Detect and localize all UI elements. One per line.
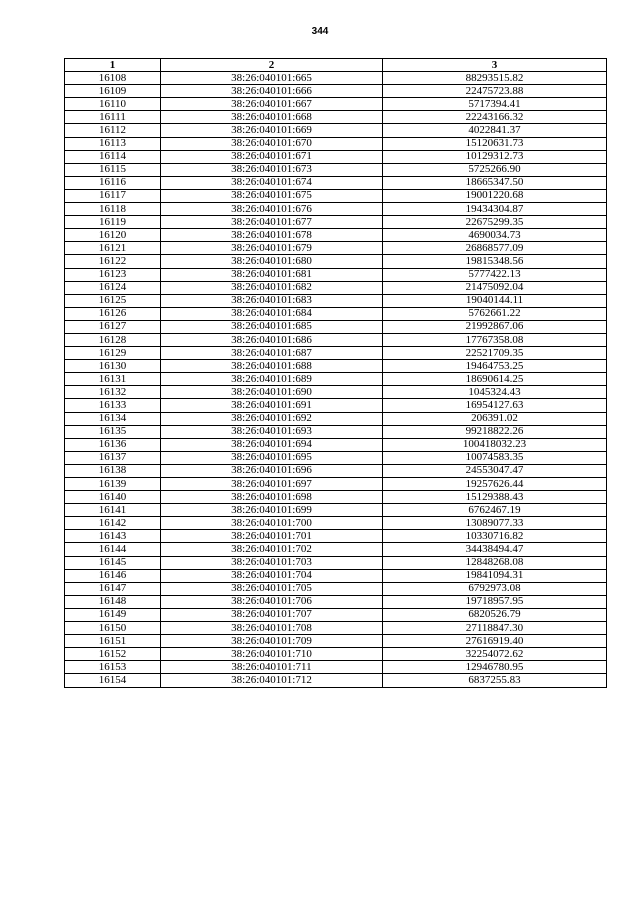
value-cell: 6837255.83 — [383, 674, 607, 687]
value-cell: 22243166.32 — [383, 111, 607, 124]
value-cell: 27616919.40 — [383, 635, 607, 648]
table-row — [65, 582, 607, 595]
value-cell: 19718957.95 — [383, 595, 607, 608]
value-cell: 13089077.33 — [383, 517, 607, 530]
value-cell: 5717394.41 — [383, 98, 607, 111]
row-number-cell: 16150 — [65, 622, 161, 635]
table-row — [65, 438, 607, 451]
cadastral-number-cell: 38:26:040101:709 — [161, 635, 383, 648]
value-cell: 15120631.73 — [383, 137, 607, 150]
cadastral-number-cell: 38:26:040101:702 — [161, 543, 383, 556]
value-cell: 27118847.30 — [383, 622, 607, 635]
cadastral-number-cell: 38:26:040101:688 — [161, 360, 383, 373]
cadastral-number-cell: 38:26:040101:667 — [161, 98, 383, 111]
row-number-cell: 16129 — [65, 347, 161, 360]
row-number-cell: 16144 — [65, 543, 161, 556]
value-cell: 4690034.73 — [383, 229, 607, 242]
table-row — [65, 399, 607, 412]
table-row — [65, 72, 607, 85]
value-cell: 19257626.44 — [383, 478, 607, 491]
cadastral-number-cell: 38:26:040101:686 — [161, 333, 383, 346]
value-cell: 18665347.50 — [383, 176, 607, 189]
row-number-cell: 16115 — [65, 163, 161, 176]
cadastral-number-cell: 38:26:040101:682 — [161, 281, 383, 294]
table-row — [65, 229, 607, 242]
table-row — [65, 674, 607, 687]
row-number-cell: 16151 — [65, 635, 161, 648]
row-number-cell: 16112 — [65, 124, 161, 137]
row-number-cell: 16153 — [65, 661, 161, 674]
table-row — [65, 307, 607, 320]
table-row — [65, 543, 607, 556]
value-cell: 206391.02 — [383, 412, 607, 425]
cadastral-number-cell: 38:26:040101:696 — [161, 464, 383, 477]
row-number-cell: 16140 — [65, 491, 161, 504]
cadastral-number-cell: 38:26:040101:703 — [161, 556, 383, 569]
row-number-cell: 16148 — [65, 595, 161, 608]
cadastral-number-cell: 38:26:040101:666 — [161, 85, 383, 98]
column-header-1: 1 — [65, 59, 161, 72]
row-number-cell: 16128 — [65, 333, 161, 346]
table-row — [65, 176, 607, 189]
cadastral-number-cell: 38:26:040101:707 — [161, 608, 383, 621]
table-row — [65, 517, 607, 530]
value-cell: 5777422.13 — [383, 268, 607, 281]
row-number-cell: 16125 — [65, 294, 161, 307]
cadastral-number-cell: 38:26:040101:704 — [161, 569, 383, 582]
row-number-cell: 16118 — [65, 203, 161, 216]
cadastral-number-cell: 38:26:040101:669 — [161, 124, 383, 137]
row-number-cell: 16138 — [65, 464, 161, 477]
value-cell: 34438494.47 — [383, 543, 607, 556]
cadastral-number-cell: 38:26:040101:687 — [161, 347, 383, 360]
row-number-cell: 16123 — [65, 268, 161, 281]
cadastral-number-cell: 38:26:040101:706 — [161, 595, 383, 608]
value-cell: 6762467.19 — [383, 504, 607, 517]
row-number-cell: 16121 — [65, 242, 161, 255]
table-row — [65, 504, 607, 517]
cadastral-number-cell: 38:26:040101:710 — [161, 648, 383, 661]
value-cell: 99218822.26 — [383, 425, 607, 438]
row-number-cell: 16142 — [65, 517, 161, 530]
row-number-cell: 16127 — [65, 320, 161, 333]
table-body — [65, 72, 607, 687]
table-row — [65, 491, 607, 504]
table-row — [65, 333, 607, 346]
row-number-cell: 16133 — [65, 399, 161, 412]
cadastral-number-cell: 38:26:040101:692 — [161, 412, 383, 425]
value-cell: 21992867.06 — [383, 320, 607, 333]
table-row — [65, 189, 607, 202]
value-cell: 19464753.25 — [383, 360, 607, 373]
cadastral-number-cell: 38:26:040101:705 — [161, 582, 383, 595]
row-number-cell: 16117 — [65, 189, 161, 202]
cadastral-number-cell: 38:26:040101:665 — [161, 72, 383, 85]
table-row — [65, 85, 607, 98]
table-row — [65, 464, 607, 477]
table-row — [65, 608, 607, 621]
table-row — [65, 255, 607, 268]
table-row — [65, 556, 607, 569]
table-row — [65, 216, 607, 229]
row-number-cell: 16149 — [65, 608, 161, 621]
cadastral-number-cell: 38:26:040101:693 — [161, 425, 383, 438]
row-number-cell: 16143 — [65, 530, 161, 543]
cadastral-number-cell: 38:26:040101:695 — [161, 451, 383, 464]
cadastral-number-cell: 38:26:040101:679 — [161, 242, 383, 255]
cadastral-number-cell: 38:26:040101:668 — [161, 111, 383, 124]
cadastral-number-cell: 38:26:040101:708 — [161, 622, 383, 635]
value-cell: 10074583.35 — [383, 451, 607, 464]
value-cell: 24553047.47 — [383, 464, 607, 477]
value-cell: 17767358.08 — [383, 333, 607, 346]
cadastral-number-cell: 38:26:040101:697 — [161, 478, 383, 491]
row-number-cell: 16120 — [65, 229, 161, 242]
cadastral-number-cell: 38:26:040101:701 — [161, 530, 383, 543]
value-cell: 15129388.43 — [383, 491, 607, 504]
cadastral-number-cell: 38:26:040101:676 — [161, 203, 383, 216]
cadastral-number-cell: 38:26:040101:699 — [161, 504, 383, 517]
row-number-cell: 16119 — [65, 216, 161, 229]
row-number-cell: 16147 — [65, 582, 161, 595]
table-row — [65, 569, 607, 582]
table-row — [65, 373, 607, 386]
table-row — [65, 268, 607, 281]
page-number: 344 — [311, 26, 329, 37]
row-number-cell: 16134 — [65, 412, 161, 425]
row-number-cell: 16131 — [65, 373, 161, 386]
table-row — [65, 386, 607, 399]
table-row — [65, 595, 607, 608]
table-row — [65, 635, 607, 648]
cadastral-number-cell: 38:26:040101:700 — [161, 517, 383, 530]
cadastral-number-cell: 38:26:040101:671 — [161, 150, 383, 163]
row-number-cell: 16135 — [65, 425, 161, 438]
value-cell: 19040144.11 — [383, 294, 607, 307]
cadastral-table — [64, 58, 607, 688]
value-cell: 12848268.08 — [383, 556, 607, 569]
row-number-cell: 16113 — [65, 137, 161, 150]
value-cell: 22675299.35 — [383, 216, 607, 229]
cadastral-number-cell: 38:26:040101:698 — [161, 491, 383, 504]
value-cell: 21475092.04 — [383, 281, 607, 294]
column-header-2: 2 — [161, 59, 383, 72]
value-cell: 100418032.23 — [383, 438, 607, 451]
value-cell: 19841094.31 — [383, 569, 607, 582]
value-cell: 10129312.73 — [383, 150, 607, 163]
cadastral-number-cell: 38:26:040101:712 — [161, 674, 383, 687]
value-cell: 32254072.62 — [383, 648, 607, 661]
table-row — [65, 242, 607, 255]
table-row — [65, 478, 607, 491]
value-cell: 12946780.95 — [383, 661, 607, 674]
table-row — [65, 530, 607, 543]
value-cell: 16954127.63 — [383, 399, 607, 412]
cadastral-number-cell: 38:26:040101:690 — [161, 386, 383, 399]
value-cell: 10330716.82 — [383, 530, 607, 543]
row-number-cell: 16122 — [65, 255, 161, 268]
row-number-cell: 16154 — [65, 674, 161, 687]
row-number-cell: 16141 — [65, 504, 161, 517]
table-row — [65, 347, 607, 360]
value-cell: 5725266.90 — [383, 163, 607, 176]
value-cell: 5762661.22 — [383, 307, 607, 320]
row-number-cell: 16114 — [65, 150, 161, 163]
row-number-cell: 16111 — [65, 111, 161, 124]
value-cell: 19001220.68 — [383, 189, 607, 202]
table-row — [65, 163, 607, 176]
value-cell: 22475723.88 — [383, 85, 607, 98]
cadastral-number-cell: 38:26:040101:711 — [161, 661, 383, 674]
row-number-cell: 16116 — [65, 176, 161, 189]
row-number-cell: 16126 — [65, 307, 161, 320]
value-cell: 6820526.79 — [383, 608, 607, 621]
value-cell: 4022841.37 — [383, 124, 607, 137]
row-number-cell: 16139 — [65, 478, 161, 491]
row-number-cell: 16110 — [65, 98, 161, 111]
cadastral-number-cell: 38:26:040101:684 — [161, 307, 383, 320]
row-number-cell: 16109 — [65, 85, 161, 98]
table-row — [65, 661, 607, 674]
cadastral-number-cell: 38:26:040101:689 — [161, 373, 383, 386]
row-number-cell: 16152 — [65, 648, 161, 661]
row-number-cell: 16108 — [65, 72, 161, 85]
cadastral-number-cell: 38:26:040101:691 — [161, 399, 383, 412]
row-number-cell: 16137 — [65, 451, 161, 464]
table-header-row — [65, 59, 607, 72]
cadastral-number-cell: 38:26:040101:681 — [161, 268, 383, 281]
cadastral-number-cell: 38:26:040101:675 — [161, 189, 383, 202]
table-row — [65, 412, 607, 425]
column-header-3: 3 — [383, 59, 607, 72]
cadastral-number-cell: 38:26:040101:685 — [161, 320, 383, 333]
cadastral-number-cell: 38:26:040101:674 — [161, 176, 383, 189]
table-row — [65, 137, 607, 150]
value-cell: 19434304.87 — [383, 203, 607, 216]
table-row — [65, 294, 607, 307]
cadastral-number-cell: 38:26:040101:670 — [161, 137, 383, 150]
row-number-cell: 16136 — [65, 438, 161, 451]
value-cell: 6792973.08 — [383, 582, 607, 595]
cadastral-number-cell: 38:26:040101:678 — [161, 229, 383, 242]
table-row — [65, 98, 607, 111]
table-row — [65, 360, 607, 373]
row-number-cell: 16124 — [65, 281, 161, 294]
table-row — [65, 281, 607, 294]
value-cell: 26868577.09 — [383, 242, 607, 255]
table-row — [65, 622, 607, 635]
table-row — [65, 320, 607, 333]
row-number-cell: 16132 — [65, 386, 161, 399]
row-number-cell: 16145 — [65, 556, 161, 569]
cadastral-number-cell: 38:26:040101:694 — [161, 438, 383, 451]
cadastral-number-cell: 38:26:040101:683 — [161, 294, 383, 307]
cadastral-number-cell: 38:26:040101:673 — [161, 163, 383, 176]
value-cell: 88293515.82 — [383, 72, 607, 85]
value-cell: 19815348.56 — [383, 255, 607, 268]
table-row — [65, 150, 607, 163]
table-row — [65, 111, 607, 124]
value-cell: 1045324.43 — [383, 386, 607, 399]
table-row — [65, 425, 607, 438]
value-cell: 22521709.35 — [383, 347, 607, 360]
row-number-cell: 16130 — [65, 360, 161, 373]
cadastral-number-cell: 38:26:040101:680 — [161, 255, 383, 268]
value-cell: 18690614.25 — [383, 373, 607, 386]
cadastral-number-cell: 38:26:040101:677 — [161, 216, 383, 229]
table-row — [65, 648, 607, 661]
table-row — [65, 203, 607, 216]
table-row — [65, 451, 607, 464]
table-row — [65, 124, 607, 137]
row-number-cell: 16146 — [65, 569, 161, 582]
